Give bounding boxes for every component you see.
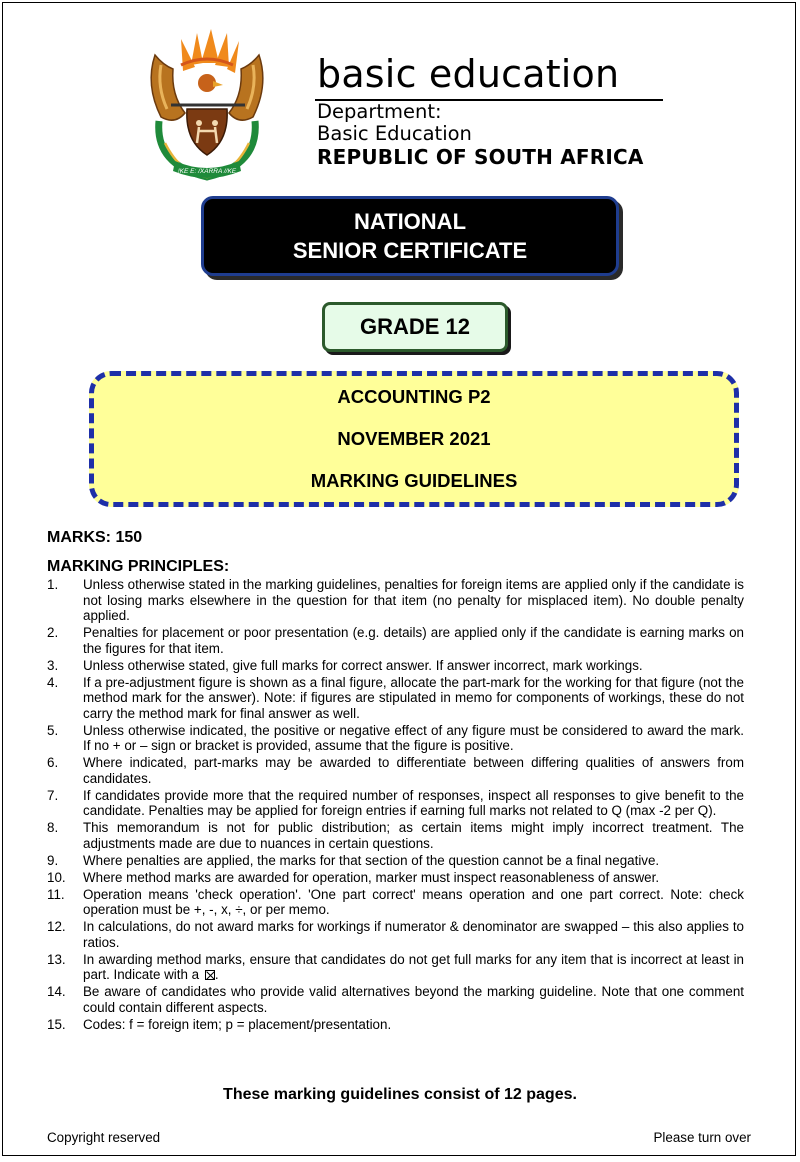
list-item: 3. Unless otherwise stated, give full marks for correct answer. If answer incorrect, mark workings. (47, 657, 643, 673)
list-item: 12. In calculations, do not award marks for workings if numerator & denominator are swapped – this also applies to ratios. (47, 919, 744, 950)
exam-date: NOVEMBER 2021 (337, 428, 491, 449)
list-item: 5. Unless otherwise indicated, the positive or negative effect of any figure must be considered to award the mark. If no + or – sign or bracket is provided, assume that the figure is positive. (47, 722, 744, 753)
total-marks: MARKS: 150 (47, 529, 143, 546)
page-count-note: These marking guidelines consist of 12 pages. (223, 1086, 577, 1103)
list-item: 6. Where indicated, part-marks may be awarded to differentiate between differing qualities of answers from candidates. (47, 755, 744, 786)
list-item: 1. Unless otherwise stated in the marking guidelines, penalties for foreign items are applied only if the candidate is not losing marks elsewhere in the question for that item (no penalty for misplaced item). No double penalty applied. (47, 577, 744, 623)
list-item: 2. Penalties for placement or poor presentation (e.g. details) are applied only if the candidate is earning marks on the figures for that item. (47, 625, 744, 656)
document-type: MARKING GUIDELINES (310, 470, 518, 491)
copyright-footer: Copyright reserved (47, 1130, 161, 1145)
subject-title: ACCOUNTING P2 (337, 386, 491, 407)
brand-title: basic education (317, 52, 620, 96)
list-item: 8. This memorandum is not for public distribution; as certain items might imply incorrect treatment. The adjustments made are due to nuances in certain questions. (47, 820, 744, 851)
department-brand (315, 51, 663, 169)
list-item: 14. Be aware of candidates who provide valid alternatives beyond the marking guideline. Note that one comment could contain different aspects. (47, 984, 744, 1015)
list-item: 15. Codes: f = foreign item; p = placement/presentation. (47, 1016, 392, 1032)
subject-box (89, 371, 739, 507)
certificate-banner (201, 196, 619, 276)
list-item: 9. Where penalties are applied, the marks for that section of the question cannot be a final negative. (47, 852, 660, 868)
principles-list (47, 577, 744, 1034)
list-item: 10. Where method marks are awarded for operation, marker must inspect reasonableness of answer. (47, 869, 660, 885)
department-line1: Department: (317, 100, 442, 123)
department-line2: Basic Education (317, 122, 472, 145)
list-item: 4. If a pre-adjustment figure is shown as a final figure, allocate the part-mark for the working for that figure (not the method mark for the answer). Note: if figures are stipulated in memo for components of workings, these do not carry the method mark for final answer as well. (47, 674, 744, 721)
coat-of-arms-logo (141, 25, 273, 185)
document-page (2, 2, 796, 1156)
country-name: REPUBLIC OF SOUTH AFRICA (317, 145, 644, 169)
list-item: 13. In awarding method marks, ensure that candidates do not get full marks for any item that is incorrect at least in part. Indicate with a . (47, 951, 744, 982)
principles-heading: MARKING PRINCIPLES: (47, 558, 230, 575)
certificate-line2: SENIOR CERTIFICATE (292, 238, 528, 263)
grade-badge: GRADE 12 (322, 302, 508, 352)
certificate-line1: NATIONAL (353, 209, 467, 234)
svg-text:!KE E: /XARRA //KE: !KE E: /XARRA //KE (177, 168, 237, 175)
turn-over-footer: Please turn over (653, 1130, 751, 1145)
list-item: 11. Operation means 'check operation'. 'One part correct' means operation and one part correct. Note: check operation must be +, -, x, ÷, or per memo. (47, 886, 744, 917)
crossed-box-icon (205, 970, 215, 980)
list-item: 7. If candidates provide more that the required number of responses, inspect all responses to give benefit to the candidate. Penalties may be applied for foreign entries if earning full marks not related to Q (max -2 per Q). (47, 787, 744, 818)
